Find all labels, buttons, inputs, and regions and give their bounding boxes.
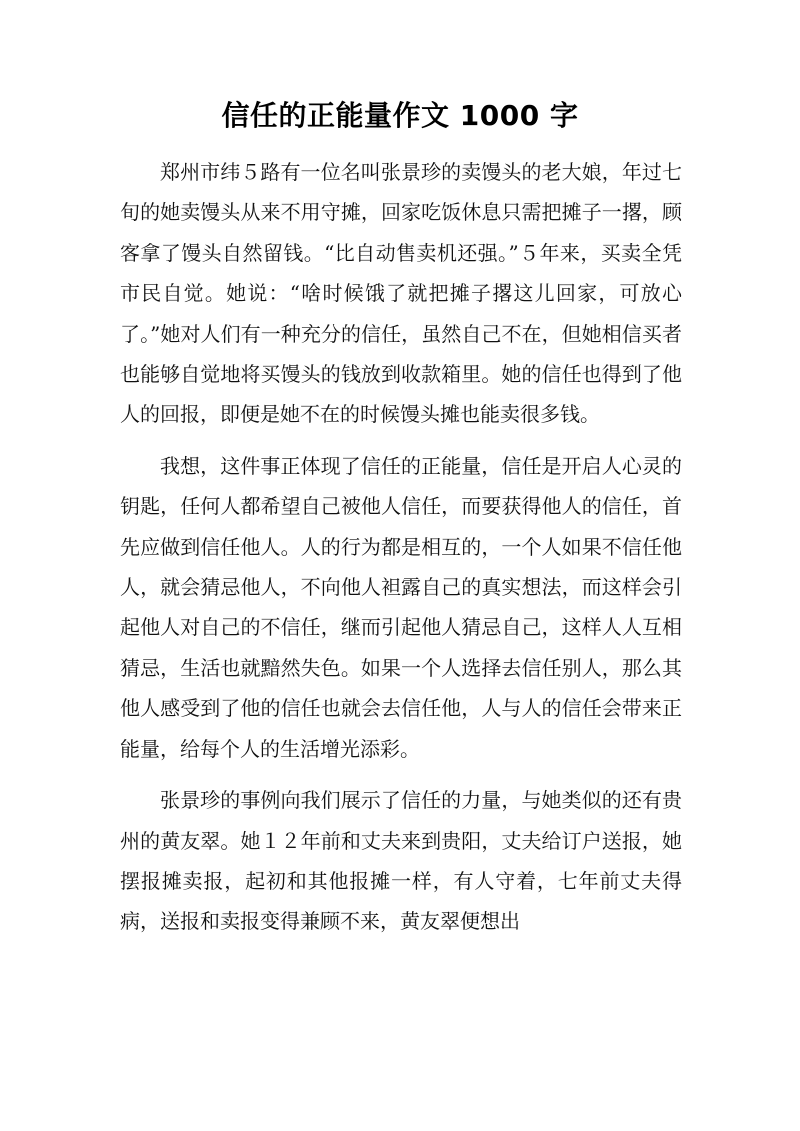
page-title: 信任的正能量作文 1000 字: [221, 99, 579, 132]
article-body: [120, 152, 682, 953]
paragraph-1: 郑州市纬５路有一位名叫张景珍的卖馒头的老大娘，年过七旬的她卖馒头从来不用守摊，回家吃饭休息只需把摊子一撂，顾客拿了馒头自然留钱。“比自动售卖机还强。”５年来，买卖全凭市民自觉。她说：“啥时候饿了就把摊子撂这儿回家，可放心了。”她对人们有一种充分的信任，虽然自己不在，但她相信买者也能够自觉地将买馒头的钱放到收款箱里。她的信任也得到了他人的回报，即便是她不在的时候馒头摊也能卖很多钱。: [120, 160, 682, 427]
paragraph-3: 张景珍的事例向我们展示了信任的力量，与她类似的还有贵州的黄友翠。她１２年前和丈夫来到贵阳，丈夫给订户送报，她摆报摊卖报，起初和其他报摊一样，有人守着，七年前丈夫得病，送报和卖报变得兼顾不来，黄友翠便想出: [120, 788, 682, 934]
paragraph-2: 我想，这件事正体现了信任的正能量，信任是开启人心灵的钥匙，任何人都希望自己被他人信任，而要获得他人的信任，首先应做到信任他人。人的行为都是相互的，一个人如果不信任他人，就会猜忌他人，不向他人袒露自己的真实想法，而这样会引起他人对自己的不信任，继而引起他人猜忌自己，这样人人互相猜忌，生活也就黯然失色。如果一个人选择去信任别人，那么其他人感受到了他的信任也就会去信任他，人与人的信任会带来正能量，给每个人的生活增光添彩。: [120, 453, 682, 761]
